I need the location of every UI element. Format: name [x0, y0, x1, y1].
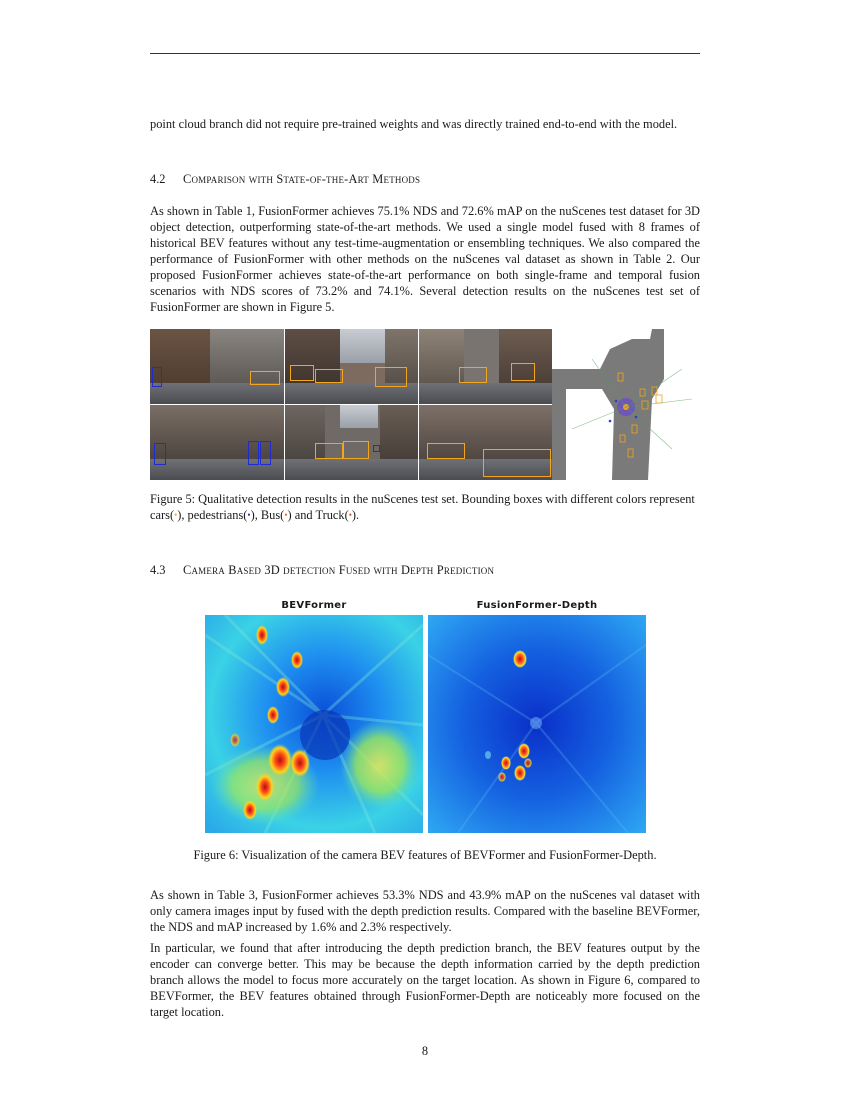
figure-5-caption [150, 491, 700, 523]
pedestrian-color-dot: • [247, 510, 251, 520]
caption-text: ), Bus( [250, 508, 285, 522]
paragraph-table-3: As shown in Table 3, FusionFormer achieves 53.3% NDS and 43.9% mAP on the nuScenes val dataset with only camera images input by fused with the depth prediction results. Compared with the baseline BEVFormer, the NDS and mAP increased by 1.6% and 2.3% respectively. [150, 888, 700, 934]
bev-lidar-view [552, 329, 700, 480]
caption-text: Figure 5: Qualitative detection results in the nuScenes test set. Bounding boxes with different colors represent cars( [150, 492, 695, 522]
camera-back-right-image [419, 405, 552, 480]
fusionformer-depth-heatmap-title: FusionFormer-Depth [476, 600, 598, 611]
section-number: 4.3 [150, 563, 166, 577]
camera-front-right-image [419, 329, 552, 404]
caption-text: ). [351, 508, 360, 522]
paragraph-depth-branch: In particular, we found that after introducing the depth prediction branch, the BEV features output by the encoder can converge better. This may be because the depth information carried by the depth prediction branch allows the model to focus more accurately on the target location. As shown in Figure 6, compared to BEVFormer, the BEV features obtained through FusionFormer-Depth are noticeably more focused on the target location. [150, 941, 700, 1019]
caption-text: ), pedestrians( [177, 508, 248, 522]
camera-front-left-image [150, 329, 284, 404]
truck-color-dot: • [348, 510, 352, 520]
page-number: 8 [421, 1044, 429, 1058]
header-rule [150, 53, 700, 54]
section-title: Camera Based 3D detection Fused with Depth Prediction [183, 563, 495, 577]
camera-front-image [285, 329, 418, 404]
bevformer-heatmap [205, 615, 423, 833]
bus-color-dot: • [284, 510, 288, 520]
figure-6-caption: Figure 6: Visualization of the camera BEV features of BEVFormer and FusionFormer-Depth. [193, 848, 657, 862]
intro-paragraph: point cloud branch did not require pre-trained weights and was directly trained end-to-end with the model. [150, 117, 678, 131]
caption-text: ) and Truck( [287, 508, 349, 522]
section-4-2-heading [150, 172, 700, 187]
section-number: 4.2 [150, 172, 166, 186]
section-4-3-heading [150, 563, 700, 578]
bevformer-heatmap-title: BEVFormer [281, 600, 347, 611]
car-color-dot: • [174, 510, 178, 520]
camera-back-image [285, 405, 418, 480]
section-title: Comparison with State-of-the-Art Methods [183, 172, 421, 186]
camera-back-left-image [150, 405, 284, 480]
fusionformer-depth-heatmap [428, 615, 646, 833]
figure-5-detections [150, 329, 700, 480]
section-4-2-paragraph: As shown in Table 1, FusionFormer achieves 75.1% NDS and 72.6% mAP on the nuScenes test dataset for 3D object detection, outperforming state-of-the-art methods. We used a single model fused with 8 frames of historical BEV features without any test-time-augmentation or ensembling techniques. We also compared the performance of FusionFormer with other methods on the nuScenes val dataset as shown in Table 2. Our proposed FusionFormer achieves state-of-the-art performance on both single-frame and temporal fusion scenarios with NDS scores of 73.2% and 74.1%. Several detection results on the nuScenes test set of FusionFormer are shown in Figure 5. [150, 204, 700, 314]
